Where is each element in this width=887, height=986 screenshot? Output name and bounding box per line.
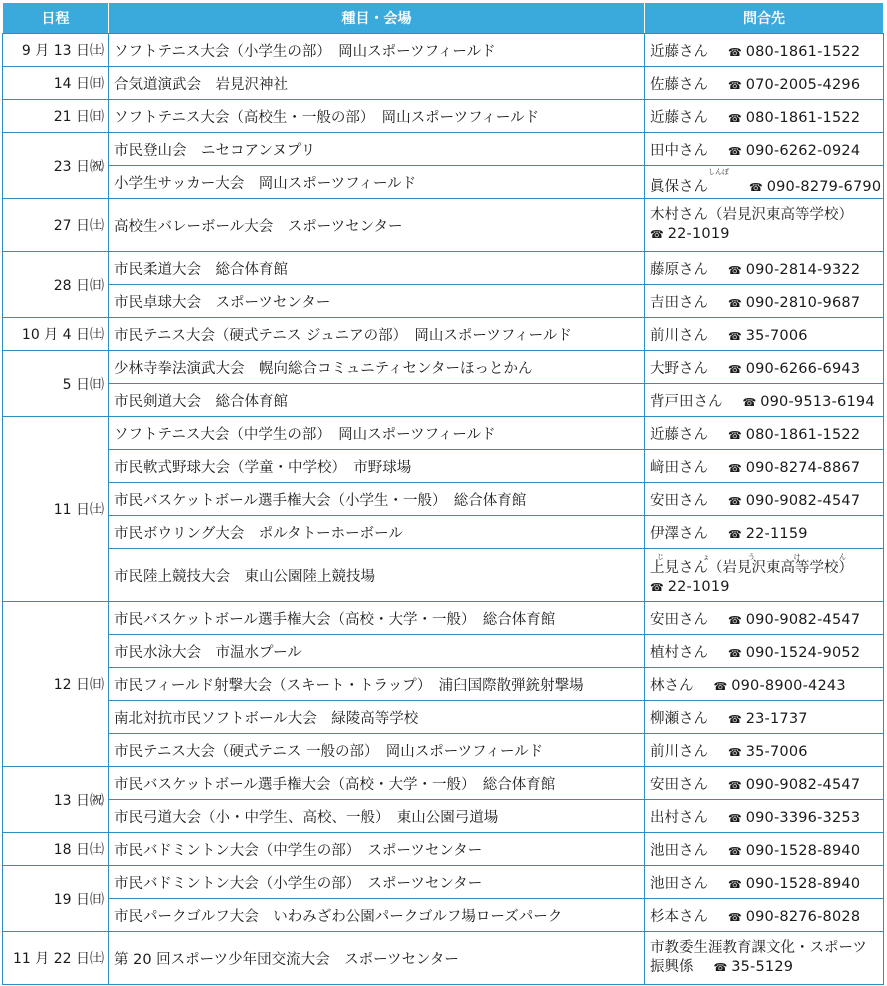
event-cell: 市民軟式野球大会（学童・中学校） 市野球場 bbox=[109, 450, 645, 483]
event-cell: 市民卓球大会 スポーツセンター bbox=[109, 285, 645, 318]
event-cell: 市民テニス大会（硬式テニス 一般の部） 岡山スポーツフィールド bbox=[109, 734, 645, 767]
contact-phone: 070-2005-4296 bbox=[745, 76, 861, 93]
telephone-icon: ☎ bbox=[749, 181, 763, 194]
contact-phone: 090-8274-8867 bbox=[745, 459, 861, 476]
date-cell: 21 日㈰ bbox=[3, 100, 109, 133]
contact-phone: 080-1861-1522 bbox=[745, 426, 861, 443]
date-cell: 12 日㈰ bbox=[3, 602, 109, 767]
contact-name: 伊澤さん bbox=[650, 525, 708, 542]
event-cell: 小学生サッカー大会 岡山スポーツフィールド bbox=[109, 166, 645, 199]
contact-name: 池田さん bbox=[650, 875, 708, 892]
contact-phone: 35-7006 bbox=[745, 743, 808, 760]
event-cell: 市民バスケットボール選手権大会（小学生・一般） 総合体育館 bbox=[109, 483, 645, 516]
contact-phone: 090-3396-3253 bbox=[745, 809, 861, 826]
contact-name: 安田さん bbox=[650, 492, 708, 509]
contact-phone: 090-2810-9687 bbox=[745, 294, 861, 311]
table-row bbox=[3, 767, 884, 800]
telephone-icon: ☎ bbox=[728, 296, 742, 310]
event-cell: 高校生バレーボール大会 スポーツセンター bbox=[109, 199, 645, 252]
table-row bbox=[3, 932, 884, 985]
contact-cell bbox=[645, 549, 884, 602]
contact-phone: 090-1528-8940 bbox=[745, 842, 861, 859]
table-row bbox=[3, 133, 884, 166]
event-cell: 市民バスケットボール選手権大会（高校・大学・一般） 総合体育館 bbox=[109, 602, 645, 635]
contact-phone: 080-1861-1522 bbox=[745, 109, 861, 126]
event-cell: 市民パークゴルフ大会 いわみざわ公園パークゴルフ場ローズパーク bbox=[109, 899, 645, 932]
telephone-icon: ☎ bbox=[728, 613, 742, 627]
date-cell: 10 月 4 日㈯ bbox=[3, 318, 109, 351]
contact-phone: 35-5129 bbox=[731, 959, 794, 975]
table-row bbox=[3, 199, 884, 252]
table-row bbox=[3, 483, 884, 516]
contact-name: 近藤さん bbox=[650, 426, 708, 443]
contact-phone: 080-1861-1522 bbox=[745, 43, 861, 60]
event-cell: ソフトテニス大会（中学生の部） 岡山スポーツフィールド bbox=[109, 417, 645, 450]
date-cell: 13 日㈷ bbox=[3, 767, 109, 833]
contact-phone: 090-1524-9052 bbox=[745, 644, 861, 661]
table-row bbox=[3, 899, 884, 932]
telephone-icon: ☎ bbox=[728, 910, 742, 924]
date-cell: 11 日㈯ bbox=[3, 417, 109, 602]
contact-phone: 35-7006 bbox=[745, 327, 808, 344]
table-header-row bbox=[3, 3, 884, 34]
telephone-icon: ☎ bbox=[728, 111, 742, 125]
contact-cell bbox=[645, 701, 884, 734]
contact-name: 市教委生涯教育課文化・スポーツ振興係 bbox=[650, 940, 867, 975]
contact-phone: 090-8900-4243 bbox=[731, 677, 846, 694]
contact-cell bbox=[645, 635, 884, 668]
date-cell: 18 日㈯ bbox=[3, 833, 109, 866]
table-row bbox=[3, 100, 884, 133]
event-cell: 市民陸上競技大会 東山公園陸上競技場 bbox=[109, 549, 645, 602]
table-row bbox=[3, 285, 884, 318]
contact-name: 藤原さん bbox=[650, 261, 708, 278]
telephone-icon: ☎ bbox=[728, 811, 742, 825]
event-cell: 市民柔道大会 総合体育館 bbox=[109, 252, 645, 285]
event-cell: 市民ボウリング大会 ポルタトーホーボール bbox=[109, 516, 645, 549]
event-cell: 南北対抗市民ソフトボール大会 緑陵高等学校 bbox=[109, 701, 645, 734]
event-cell: 市民弓道大会（小・中学生、高校、一般） 東山公園弓道場 bbox=[109, 800, 645, 833]
contact-cell bbox=[645, 285, 884, 318]
contact-cell bbox=[645, 932, 884, 985]
table-row bbox=[3, 67, 884, 100]
telephone-icon: ☎ bbox=[728, 877, 742, 891]
contact-cell bbox=[645, 252, 884, 285]
header-event: 種目・会場 bbox=[109, 3, 645, 34]
event-cell: 市民登山会 ニセコアンヌプリ bbox=[109, 133, 645, 166]
telephone-icon: ☎ bbox=[650, 581, 664, 594]
event-cell: 少林寺拳法演武大会 幌向総合コミュニティセンターほっとかん bbox=[109, 351, 645, 384]
contact-name: 近藤さん bbox=[650, 43, 708, 60]
contact-name: 上見さん（岩見沢東高等学校） bbox=[650, 560, 853, 576]
telephone-icon: ☎ bbox=[713, 961, 728, 974]
contact-cell bbox=[645, 67, 884, 100]
contact-name-ruby bbox=[650, 553, 853, 576]
contact-cell bbox=[645, 483, 884, 516]
date-cell: 5 日㈰ bbox=[3, 351, 109, 417]
contact-name: 前川さん bbox=[650, 327, 708, 344]
contact-phone: 090-9513-6194 bbox=[760, 393, 875, 410]
telephone-icon: ☎ bbox=[728, 745, 742, 759]
header-date: 日程 bbox=[3, 3, 109, 34]
contact-phone: 22-1019 bbox=[667, 226, 730, 242]
contact-name: 安田さん bbox=[650, 776, 708, 793]
header-contact: 問合先 bbox=[645, 3, 884, 34]
table-row bbox=[3, 351, 884, 384]
contact-name: 植村さん bbox=[650, 644, 708, 661]
event-cell: 市民バドミントン大会（小学生の部） スポーツセンター bbox=[109, 866, 645, 899]
contact-name: 柳瀬さん bbox=[650, 710, 708, 727]
table-row bbox=[3, 318, 884, 351]
date-cell: 27 日㈯ bbox=[3, 199, 109, 252]
contact-cell bbox=[645, 668, 884, 701]
event-cell: 合気道演武会 岩見沢神社 bbox=[109, 67, 645, 100]
telephone-icon: ☎ bbox=[728, 494, 742, 508]
contact-cell bbox=[645, 199, 884, 252]
contact-name: 眞保さん bbox=[650, 179, 708, 195]
event-cell: ソフトテニス大会（小学生の部） 岡山スポーツフィールド bbox=[109, 34, 645, 67]
telephone-icon: ☎ bbox=[728, 329, 742, 343]
contact-name: 安田さん bbox=[650, 611, 708, 628]
table-row bbox=[3, 34, 884, 67]
contact-cell bbox=[645, 899, 884, 932]
event-cell: 第 20 回スポーツ少年団交流大会 スポーツセンター bbox=[109, 932, 645, 985]
telephone-icon: ☎ bbox=[728, 712, 742, 726]
telephone-icon: ☎ bbox=[728, 428, 742, 442]
event-cell: 市民水泳大会 市温水プール bbox=[109, 635, 645, 668]
contact-name: 背戸田さん bbox=[650, 393, 723, 410]
telephone-icon: ☎ bbox=[728, 45, 742, 59]
table-row bbox=[3, 549, 884, 602]
contact-phone: 22-1019 bbox=[667, 579, 730, 595]
contact-cell bbox=[645, 133, 884, 166]
table-row bbox=[3, 701, 884, 734]
contact-cell bbox=[645, 100, 884, 133]
contact-name: 木村さん（岩見沢東高等学校） bbox=[650, 207, 853, 223]
telephone-icon: ☎ bbox=[728, 461, 742, 475]
contact-name: 杉本さん bbox=[650, 908, 708, 925]
event-cell: 市民バスケットボール選手権大会（高校・大学・一般） 総合体育館 bbox=[109, 767, 645, 800]
contact-name: 大野さん bbox=[650, 360, 708, 377]
contact-cell bbox=[645, 767, 884, 800]
telephone-icon: ☎ bbox=[728, 362, 742, 376]
telephone-icon: ☎ bbox=[728, 527, 742, 541]
telephone-icon: ☎ bbox=[728, 844, 742, 858]
table-row bbox=[3, 668, 884, 701]
contact-name: 吉田さん bbox=[650, 294, 708, 311]
contact-phone: 090-6266-6943 bbox=[745, 360, 861, 377]
name-reading: じょうけん bbox=[650, 553, 853, 561]
table-row bbox=[3, 516, 884, 549]
event-cell: ソフトテニス大会（高校生・一般の部） 岡山スポーツフィールド bbox=[109, 100, 645, 133]
contact-phone: 090-8279-6790 bbox=[766, 179, 882, 195]
contact-name: 池田さん bbox=[650, 842, 708, 859]
telephone-icon: ☎ bbox=[742, 395, 757, 409]
telephone-icon: ☎ bbox=[713, 679, 728, 693]
contact-phone: 22-1159 bbox=[745, 525, 808, 542]
contact-cell bbox=[645, 516, 884, 549]
table-row bbox=[3, 450, 884, 483]
telephone-icon: ☎ bbox=[650, 228, 664, 241]
contact-cell bbox=[645, 34, 884, 67]
contact-cell bbox=[645, 417, 884, 450]
table-row bbox=[3, 833, 884, 866]
contact-name: 林さん bbox=[650, 677, 694, 694]
contact-name: 出村さん bbox=[650, 809, 708, 826]
telephone-icon: ☎ bbox=[728, 144, 742, 158]
table-row bbox=[3, 166, 884, 199]
table-row bbox=[3, 866, 884, 899]
contact-cell bbox=[645, 833, 884, 866]
table-row bbox=[3, 635, 884, 668]
date-cell: 19 日㈰ bbox=[3, 866, 109, 932]
contact-cell bbox=[645, 450, 884, 483]
event-cell: 市民テニス大会（硬式テニス ジュニアの部） 岡山スポーツフィールド bbox=[109, 318, 645, 351]
date-cell: 11 月 22 日㈯ bbox=[3, 932, 109, 985]
date-cell: 14 日㈰ bbox=[3, 67, 109, 100]
contact-name-ruby bbox=[650, 168, 729, 196]
contact-phone: 090-1528-8940 bbox=[745, 875, 861, 892]
contact-phone: 090-9082-4547 bbox=[745, 611, 861, 628]
date-cell: 23 日㈷ bbox=[3, 133, 109, 199]
date-cell: 28 日㈰ bbox=[3, 252, 109, 318]
contact-phone: 23-1737 bbox=[745, 710, 808, 727]
event-cell: 市民フィールド射撃大会（スキート・トラップ） 浦臼国際散弾銃射撃場 bbox=[109, 668, 645, 701]
event-cell: 市民バドミントン大会（中学生の部） スポーツセンター bbox=[109, 833, 645, 866]
contact-name: 近藤さん bbox=[650, 109, 708, 126]
telephone-icon: ☎ bbox=[728, 646, 742, 660]
contact-name: 田中さん bbox=[650, 142, 708, 159]
contact-cell bbox=[645, 602, 884, 635]
contact-phone: 090-6262-0924 bbox=[745, 142, 861, 159]
table-row bbox=[3, 800, 884, 833]
contact-phone: 090-9082-4547 bbox=[745, 776, 861, 793]
contact-name: 前川さん bbox=[650, 743, 708, 760]
contact-cell bbox=[645, 384, 884, 417]
table-row bbox=[3, 252, 884, 285]
contact-cell bbox=[645, 318, 884, 351]
telephone-icon: ☎ bbox=[728, 778, 742, 792]
contact-phone: 090-9082-4547 bbox=[745, 492, 861, 509]
table-row bbox=[3, 384, 884, 417]
telephone-icon: ☎ bbox=[728, 78, 742, 92]
sports-schedule-table bbox=[2, 2, 884, 985]
table-row bbox=[3, 734, 884, 767]
contact-cell bbox=[645, 866, 884, 899]
contact-name: 﨑田さん bbox=[650, 459, 708, 476]
table-row bbox=[3, 417, 884, 450]
date-cell: 9 月 13 日㈯ bbox=[3, 34, 109, 67]
name-reading: しんぼ bbox=[708, 168, 729, 176]
telephone-icon: ☎ bbox=[728, 263, 742, 277]
contact-cell bbox=[645, 351, 884, 384]
contact-cell bbox=[645, 734, 884, 767]
contact-phone: 090-2814-9322 bbox=[745, 261, 861, 278]
event-cell: 市民剣道大会 総合体育館 bbox=[109, 384, 645, 417]
table-row bbox=[3, 602, 884, 635]
contact-cell bbox=[645, 800, 884, 833]
contact-cell bbox=[645, 166, 884, 199]
contact-phone: 090-8276-8028 bbox=[745, 908, 861, 925]
contact-name: 佐藤さん bbox=[650, 76, 708, 93]
